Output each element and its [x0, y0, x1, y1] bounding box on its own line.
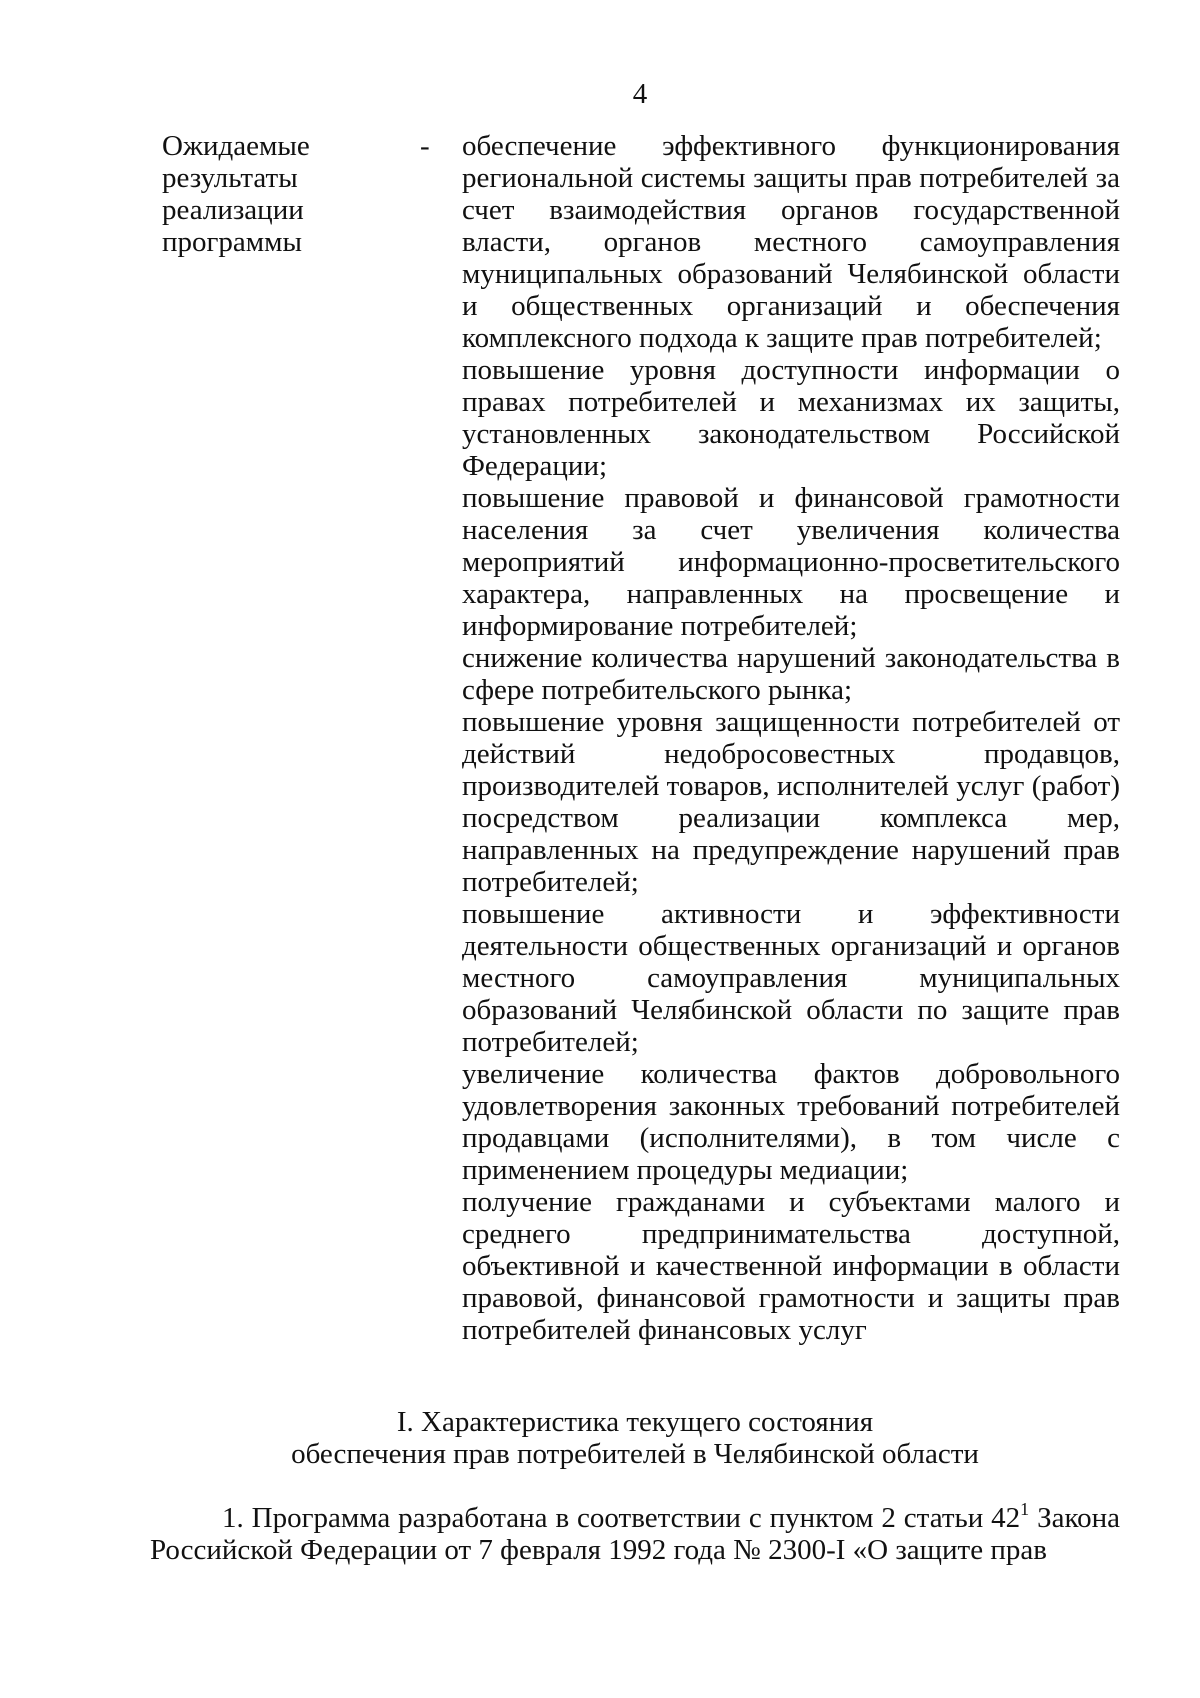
result-item: снижение количества нарушений законодательства в сфере потребительского рынка;	[462, 642, 1120, 706]
expected-results-list	[462, 130, 1120, 1346]
result-item: увеличение количества фактов добровольного удовлетворения законных требований потребителей продавцами (исполнителями), в том числе с применением процедуры медиации;	[462, 1058, 1120, 1186]
label-line: результаты	[162, 162, 298, 194]
result-item: повышение правовой и финансовой грамотности населения за счет увеличения количества мероприятий информационно-просветительского характера, направленных на просвещение и информирование потребителей;	[462, 482, 1120, 642]
label-line: программы	[162, 226, 302, 258]
body-paragraph	[150, 1499, 1120, 1566]
page-number: 4	[632, 78, 648, 110]
dash-separator: -	[420, 130, 430, 162]
result-item: получение гражданами и субъектами малого и среднего предпринимательства доступной, объективной и качественной информации в области правовой, финансовой грамотности и защиты прав потребителей финансовых услуг	[462, 1186, 1120, 1346]
expected-results-label	[162, 130, 402, 258]
article-superscript: 1	[1020, 1499, 1030, 1519]
label-line: реализации	[162, 194, 304, 226]
section-heading-line: обеспечения прав потребителей в Челябинской области	[291, 1438, 979, 1470]
section-heading	[150, 1406, 1120, 1470]
paragraph-text: 1. Программа разработана в соответствии с пунктом 2 статьи 42	[222, 1502, 1021, 1534]
section-heading-line: I. Характеристика текущего состояния	[396, 1406, 874, 1438]
paragraph-text: Закона Российской Федерации от 7 февраля 1992 года № 2300-I «О защите прав	[150, 1502, 1120, 1566]
result-item: повышение активности и эффективности деятельности общественных организаций и органов местного самоуправления муниципальных образований Челябинской области по защите прав потребителей;	[462, 898, 1120, 1058]
result-item: повышение уровня доступности информации о правах потребителей и механизмах их защиты, установленных законодательством Российской Федерации;	[462, 354, 1120, 482]
result-item: повышение уровня защищенности потребителей от действий недобросовестных продавцов, производителей товаров, исполнителей услуг (работ) посредством реализации комплекса мер, направленных на предупреждение нарушений прав потребителей;	[462, 706, 1120, 898]
result-item: обеспечение эффективного функционирования региональной системы защиты прав потребителей за счет взаимодействия органов государственной власти, органов местного самоуправления муниципальных образований Челябинской области и общественных организаций и обеспечения комплексного подхода к защите прав потребителей;	[462, 130, 1120, 354]
label-line: Ожидаемые	[162, 130, 310, 162]
